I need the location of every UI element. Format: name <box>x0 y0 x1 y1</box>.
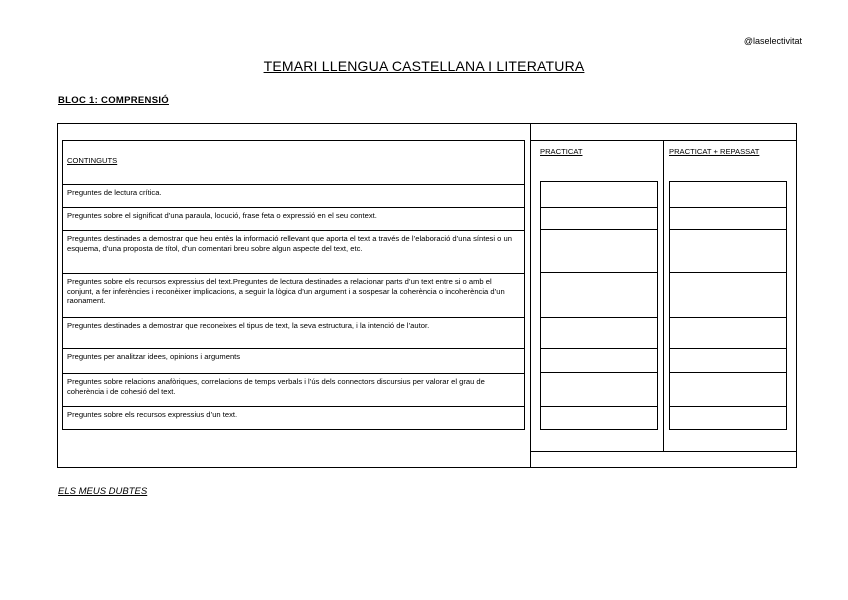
checkbox-header-divider <box>531 140 797 141</box>
section-heading: BLOC 1: COMPRENSIÓ <box>58 95 169 106</box>
repassat-checkbox[interactable] <box>669 348 787 373</box>
table-row: Preguntes sobre els recursos expressius del text.Preguntes de lectura destinades a relacionar parts d’un text entre si o amb el conjunt, a fer inferències i reconèixer implicacions, a seguir la lògica d’un argument i a sospesar la coherència o incoherència d’un raonament. <box>62 273 525 317</box>
table-row: Preguntes de lectura crítica. <box>62 184 525 207</box>
repassat-checkbox[interactable] <box>669 229 787 273</box>
repassat-checkbox[interactable] <box>669 372 787 407</box>
repassat-checkbox[interactable] <box>669 207 787 230</box>
practicat-header: PRACTICAT <box>540 147 583 156</box>
table-row: Preguntes per analitzar idees, opinions i arguments <box>62 348 525 373</box>
site-handle: @laselectivitat <box>743 36 802 46</box>
checkbox-column-divider <box>663 140 664 451</box>
practicat-checkbox[interactable] <box>540 229 658 273</box>
repassat-header: PRACTICAT + REPASSAT <box>669 147 760 156</box>
column-divider <box>530 123 531 468</box>
repassat-checkbox[interactable] <box>669 406 787 430</box>
checkbox-bottom-divider <box>531 451 797 452</box>
table-row: Preguntes destinades a demostrar que heu entès la informació rellevant que aporta el text a través de l’elaboració d’una síntesi o un esquema, d’una proposta de títol, d’un comentari breu sobre algun aspecte del text, etc. <box>62 230 525 273</box>
page-title: TEMARI LLENGUA CASTELLANA I LITERATURA <box>263 58 585 74</box>
repassat-checkbox[interactable] <box>669 272 787 318</box>
table-row: Preguntes destinades a demostrar que reconeixes el tipus de text, la seva estructura, i la intenció de l’autor. <box>62 317 525 348</box>
practicat-checkbox[interactable] <box>540 317 658 349</box>
practicat-checkbox[interactable] <box>540 207 658 230</box>
practicat-checkbox[interactable] <box>540 181 658 208</box>
repassat-checkbox[interactable] <box>669 181 787 208</box>
doubts-heading: ELS MEUS DUBTES <box>58 486 148 497</box>
table-row: Preguntes sobre els recursos expressius d’un text. <box>62 406 525 430</box>
contents-header: CONTINGUTS <box>67 156 118 165</box>
table-row: Preguntes sobre el significat d’una paraula, locució, frase feta o expressió en el seu context. <box>62 207 525 230</box>
practicat-checkbox[interactable] <box>540 348 658 373</box>
repassat-checkbox[interactable] <box>669 317 787 349</box>
practicat-checkbox[interactable] <box>540 372 658 407</box>
practicat-checkbox[interactable] <box>540 272 658 318</box>
table-row: Preguntes sobre relacions anafòriques, correlacions de temps verbals i l’ús dels connectors discursius per valorar el grau de coherència i de cohesió del text. <box>62 373 525 406</box>
practicat-checkbox[interactable] <box>540 406 658 430</box>
